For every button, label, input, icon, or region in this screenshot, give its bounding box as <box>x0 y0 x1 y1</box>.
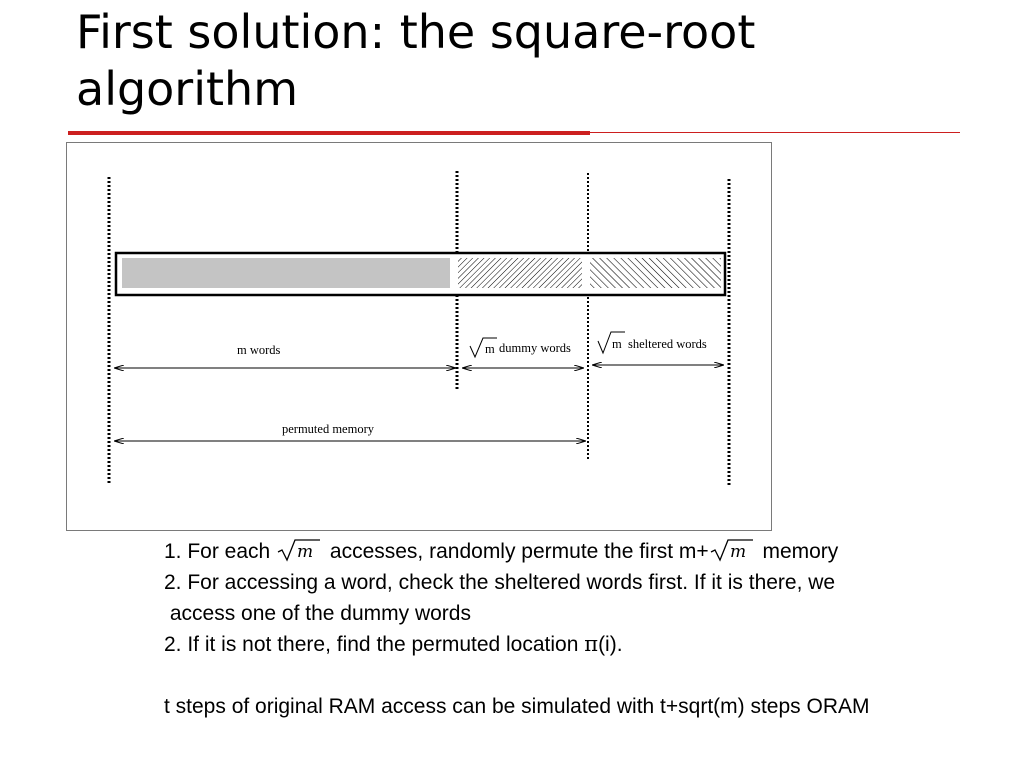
notes-spacer <box>164 660 1024 691</box>
m-words-label: m words <box>237 343 281 357</box>
sheltered-words-segment <box>590 258 721 288</box>
square-root-oram-diagram <box>66 142 772 531</box>
note-line-1-middle: accesses, randomly permute the first m+ <box>324 540 709 563</box>
dummy-words-segment <box>458 258 582 288</box>
pi-symbol: π <box>584 632 599 656</box>
sheltered-words-label: sheltered words <box>628 337 707 351</box>
sqrt-m-formula-icon <box>709 537 757 563</box>
dummy-words-label: dummy words <box>499 341 571 355</box>
note-line-3: access one of the dummy words <box>164 602 471 625</box>
note-line-1-prefix: 1. For each <box>164 540 277 563</box>
m-words-segment <box>122 258 450 288</box>
permuted-memory-label: permuted memory <box>282 422 374 436</box>
slide-title: First solution: the square-root algorithm <box>76 5 756 116</box>
title-underline-thin <box>590 132 960 133</box>
dummy-sqrt-m: m <box>485 342 495 356</box>
note-line-4-suffix: (i). <box>598 633 623 656</box>
note-line-5: t steps of original RAM access can be simulated with t+sqrt(m) steps ORAM <box>164 695 870 718</box>
svg-text:m: m <box>297 542 314 563</box>
algorithm-notes <box>164 536 1024 722</box>
svg-text:m: m <box>729 542 746 563</box>
note-line-1 <box>164 536 1024 567</box>
note-line-1-suffix: memory <box>756 540 839 563</box>
note-line-4-prefix: 2. If it is not there, find the permuted location <box>164 633 585 656</box>
sqrt-m-formula-icon <box>276 537 324 563</box>
note-line-2: 2. For accessing a word, check the sheltered words first. If it is there, we <box>164 571 836 594</box>
diagram-canvas <box>67 143 771 530</box>
title-underline-thick <box>68 131 590 135</box>
note-line-4 <box>164 629 1024 660</box>
sheltered-sqrt-m: m <box>612 337 622 351</box>
